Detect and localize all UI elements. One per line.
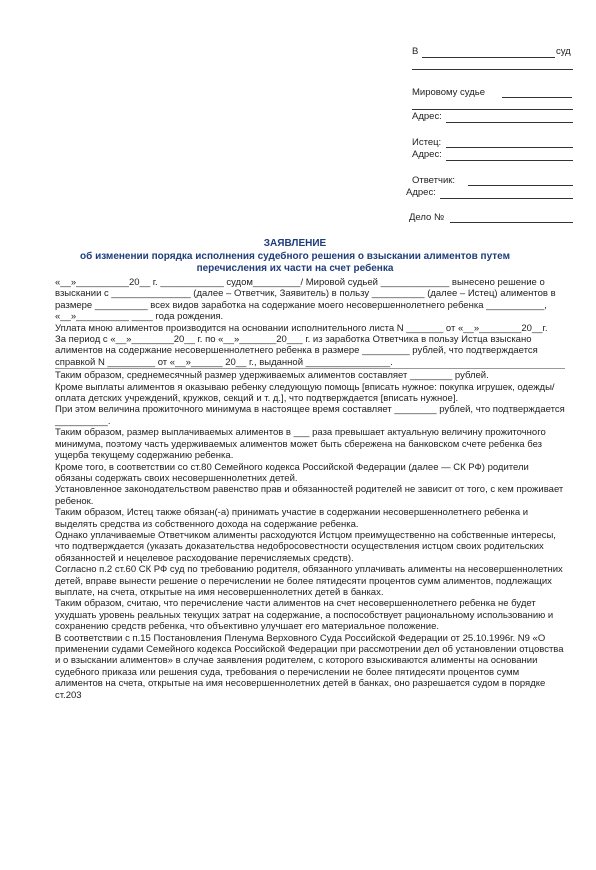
- judge-line-2: [412, 109, 573, 110]
- paragraph-equality: Установленное законодательством равенство прав и обязанностей родителей не зависит от того, с кем проживает ребенок.: [55, 484, 564, 507]
- paragraph-art80: Кроме того, в соответствии со ст.80 Семейного кодекса Российской Федерации (далее — СК РФ) родители обязаны содержать своих несовершеннолетних детей.: [55, 461, 529, 484]
- address-line-2: [446, 160, 573, 161]
- paragraph-misuse: Однако уплачиваемые Ответчиком алименты расходуются Истцом преимущественно на собственные интересы, что подтверждается (указать доказательства недобросовестности осуществления истцом своих родительских обязанностей и нецелевое расходование перечисляемых средств).: [55, 529, 556, 564]
- document-title: ЗАЯВЛЕНИЕ: [263, 238, 327, 249]
- court-prefix: В: [412, 46, 419, 57]
- court-line-2: [412, 69, 573, 70]
- judge-line: [502, 97, 572, 98]
- paragraph-writ: Уплата мною алиментов производится на основании исполнительного листа N _______ от «__»________20__г.: [55, 322, 548, 334]
- plaintiff-line: [446, 147, 573, 148]
- paragraph-decision: «__»__________20__ г. ____________ судом_________/ Мировой судьей _____________ вынесено решение о взыскании с _______________ (далее – Ответчик, Заявитель) в пользу __________ (далее – Истец) алиментов в размере __________ всех видов заработка на содержание моего несовершеннолетнего ребенка ___________, «__»__________ ____ года рождения.: [55, 277, 556, 323]
- document-subtitle-line1: об изменении порядка исполнения судебного решения о взыскании алиментов путем: [80, 251, 510, 262]
- address-label-3: Адрес:: [406, 187, 436, 198]
- address-line-3: [440, 198, 573, 199]
- address-label-2: Адрес:: [412, 149, 442, 160]
- paragraph-art60: Согласно п.2 ст.60 СК РФ суд по требованию родителя, обязанного уплачивать алименты на несовершеннолетних детей, вправе вынести решение о перечислении не более пятидесяти процентов сумм алиментов, подлежащих выплате, на счета, открытые на имя несовершеннолетних детей в банках.: [55, 564, 563, 598]
- address-line-1: [446, 122, 573, 123]
- paragraph-conclusion: Таким образом, считаю, что перечисление части алиментов на счет несовершеннолетнего ребенка не будет ухудшать уровень реальных текущих затрат на содержание, а поспособствует рациональному использованию и сохранению средств ребенка, что объективно улучшает его материальное положение.: [55, 598, 554, 633]
- paragraph-excess: Таким образом, размер выплачиваемых алиментов в ___ раза превышает актуальную величину прожиточного минимума, поэтому часть удерживаемых алиментов может быть сбережена на банковском счете ребенка без ущерба текущему содержанию ребенка.: [55, 427, 546, 462]
- paragraph-plenum: В соответствии с п.15 Постановления Пленума Верховного Суда Российской Федерации от 25.10.1996г. N9 «О применении судами Семейного кодекса Российской Федерации при рассмотрении дел об установлении отцовства и о взыскании алиментов» в случае заявления родителем, с которого взыскиваются алименты на основании судебного приказа или решения суда, требования о перечислении не более пятидесяти процентов сумм алиментов на счета, открытые на имя несовершеннолетних детей в банках, оно разрешается судом в порядке ст.203: [55, 632, 564, 701]
- address-label-1: Адрес:: [412, 111, 442, 122]
- paragraph-obligation: Таким образом, Истец также обязан(-а) принимать участие в содержании несовершеннолетнего ребенка и выделять средства из собственного дохода на содержание ребенка.: [55, 507, 529, 530]
- court-line: [422, 57, 555, 58]
- case-line: [450, 222, 573, 223]
- document-body: [55, 277, 565, 701]
- respondent-label: Ответчик:: [412, 175, 456, 186]
- judge-label: Мировому судье: [412, 87, 485, 98]
- paragraph-minimum: При этом величина прожиточного минимума в настоящее время составляет ________ рублей, что подтверждается __________.: [55, 404, 565, 427]
- paragraph-average: Таким образом, среднемесячный размер удерживаемых алиментов составляет ________ рублей.: [55, 370, 489, 382]
- paragraph-help: Кроме выплаты алиментов я оказываю ребенку следующую помощь [вписать нужное: покупка игрушек, одежды/оплата детских учреждений, кружков, секций и т. д.], что подтверждается [вписать нужное].: [55, 381, 555, 405]
- case-label: Дело №: [409, 212, 445, 223]
- paragraph-period: За период с «__»________20__ г. по «__»_______20___ г. из заработка Ответчика в пользу Истца взыскано алиментов на содержание несовершеннолетнего ребенка в размере _________ рублей, что подтверждается справкой N _________ от «__»______ 20__ г., выданной ________________.: [55, 334, 538, 368]
- plaintiff-label: Истец:: [412, 137, 442, 148]
- document-subtitle-line2: перечисления их части на счет ребенка: [196, 263, 394, 274]
- respondent-line: [468, 185, 573, 186]
- court-suffix: суд: [556, 46, 571, 57]
- divider: [55, 368, 565, 369]
